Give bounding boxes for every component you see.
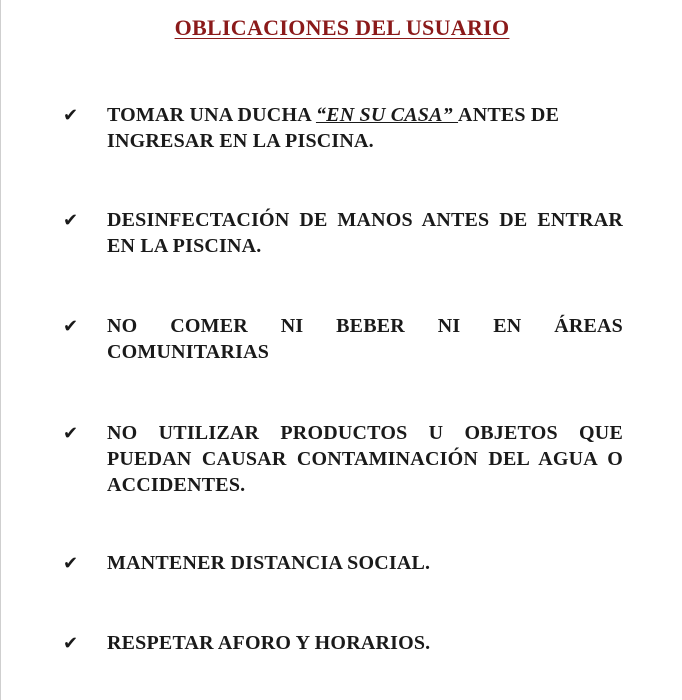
list-item xyxy=(63,630,623,656)
list-item xyxy=(63,102,623,154)
check-mark-icon: ✔ xyxy=(63,423,79,444)
list-item xyxy=(63,550,623,576)
check-mark-icon: ✔ xyxy=(63,210,79,231)
list-item xyxy=(63,420,623,498)
list-item xyxy=(63,313,623,365)
list-item-text: NO UTILIZAR PRODUCTOS U OBJETOS QUE PUEDAN CAUSAR CONTAMINACIÓN DEL AGUA O ACCIDENTES. xyxy=(107,422,623,496)
list-item-text: DESINFECTACIÓN DE MANOS ANTES DE ENTRAR EN LA PISCINA. xyxy=(107,209,623,257)
check-mark-icon: ✔ xyxy=(63,105,79,126)
list-item-text-start: TOMAR UNA DUCHA xyxy=(107,104,316,126)
list-item-emphasis: “EN SU CASA” xyxy=(315,104,459,126)
list-item-text xyxy=(107,102,623,154)
check-mark-icon: ✔ xyxy=(63,633,79,654)
check-mark-icon: ✔ xyxy=(63,553,79,574)
list-item-text: MANTENER DISTANCIA SOCIAL. xyxy=(107,552,431,574)
list-item-text: NO COMER NI BEBER NI EN ÁREAS COMUNITARIAS xyxy=(107,315,623,363)
list-item-text-end: ANTES DE INGRESAR EN LA PISCINA. xyxy=(107,104,560,152)
page-title: OBLICACIONES DEL USUARIO xyxy=(174,15,510,40)
list-item-text: RESPETAR AFORO Y HORARIOS. xyxy=(107,632,431,654)
check-mark-icon: ✔ xyxy=(63,316,79,337)
list-item xyxy=(63,207,623,259)
